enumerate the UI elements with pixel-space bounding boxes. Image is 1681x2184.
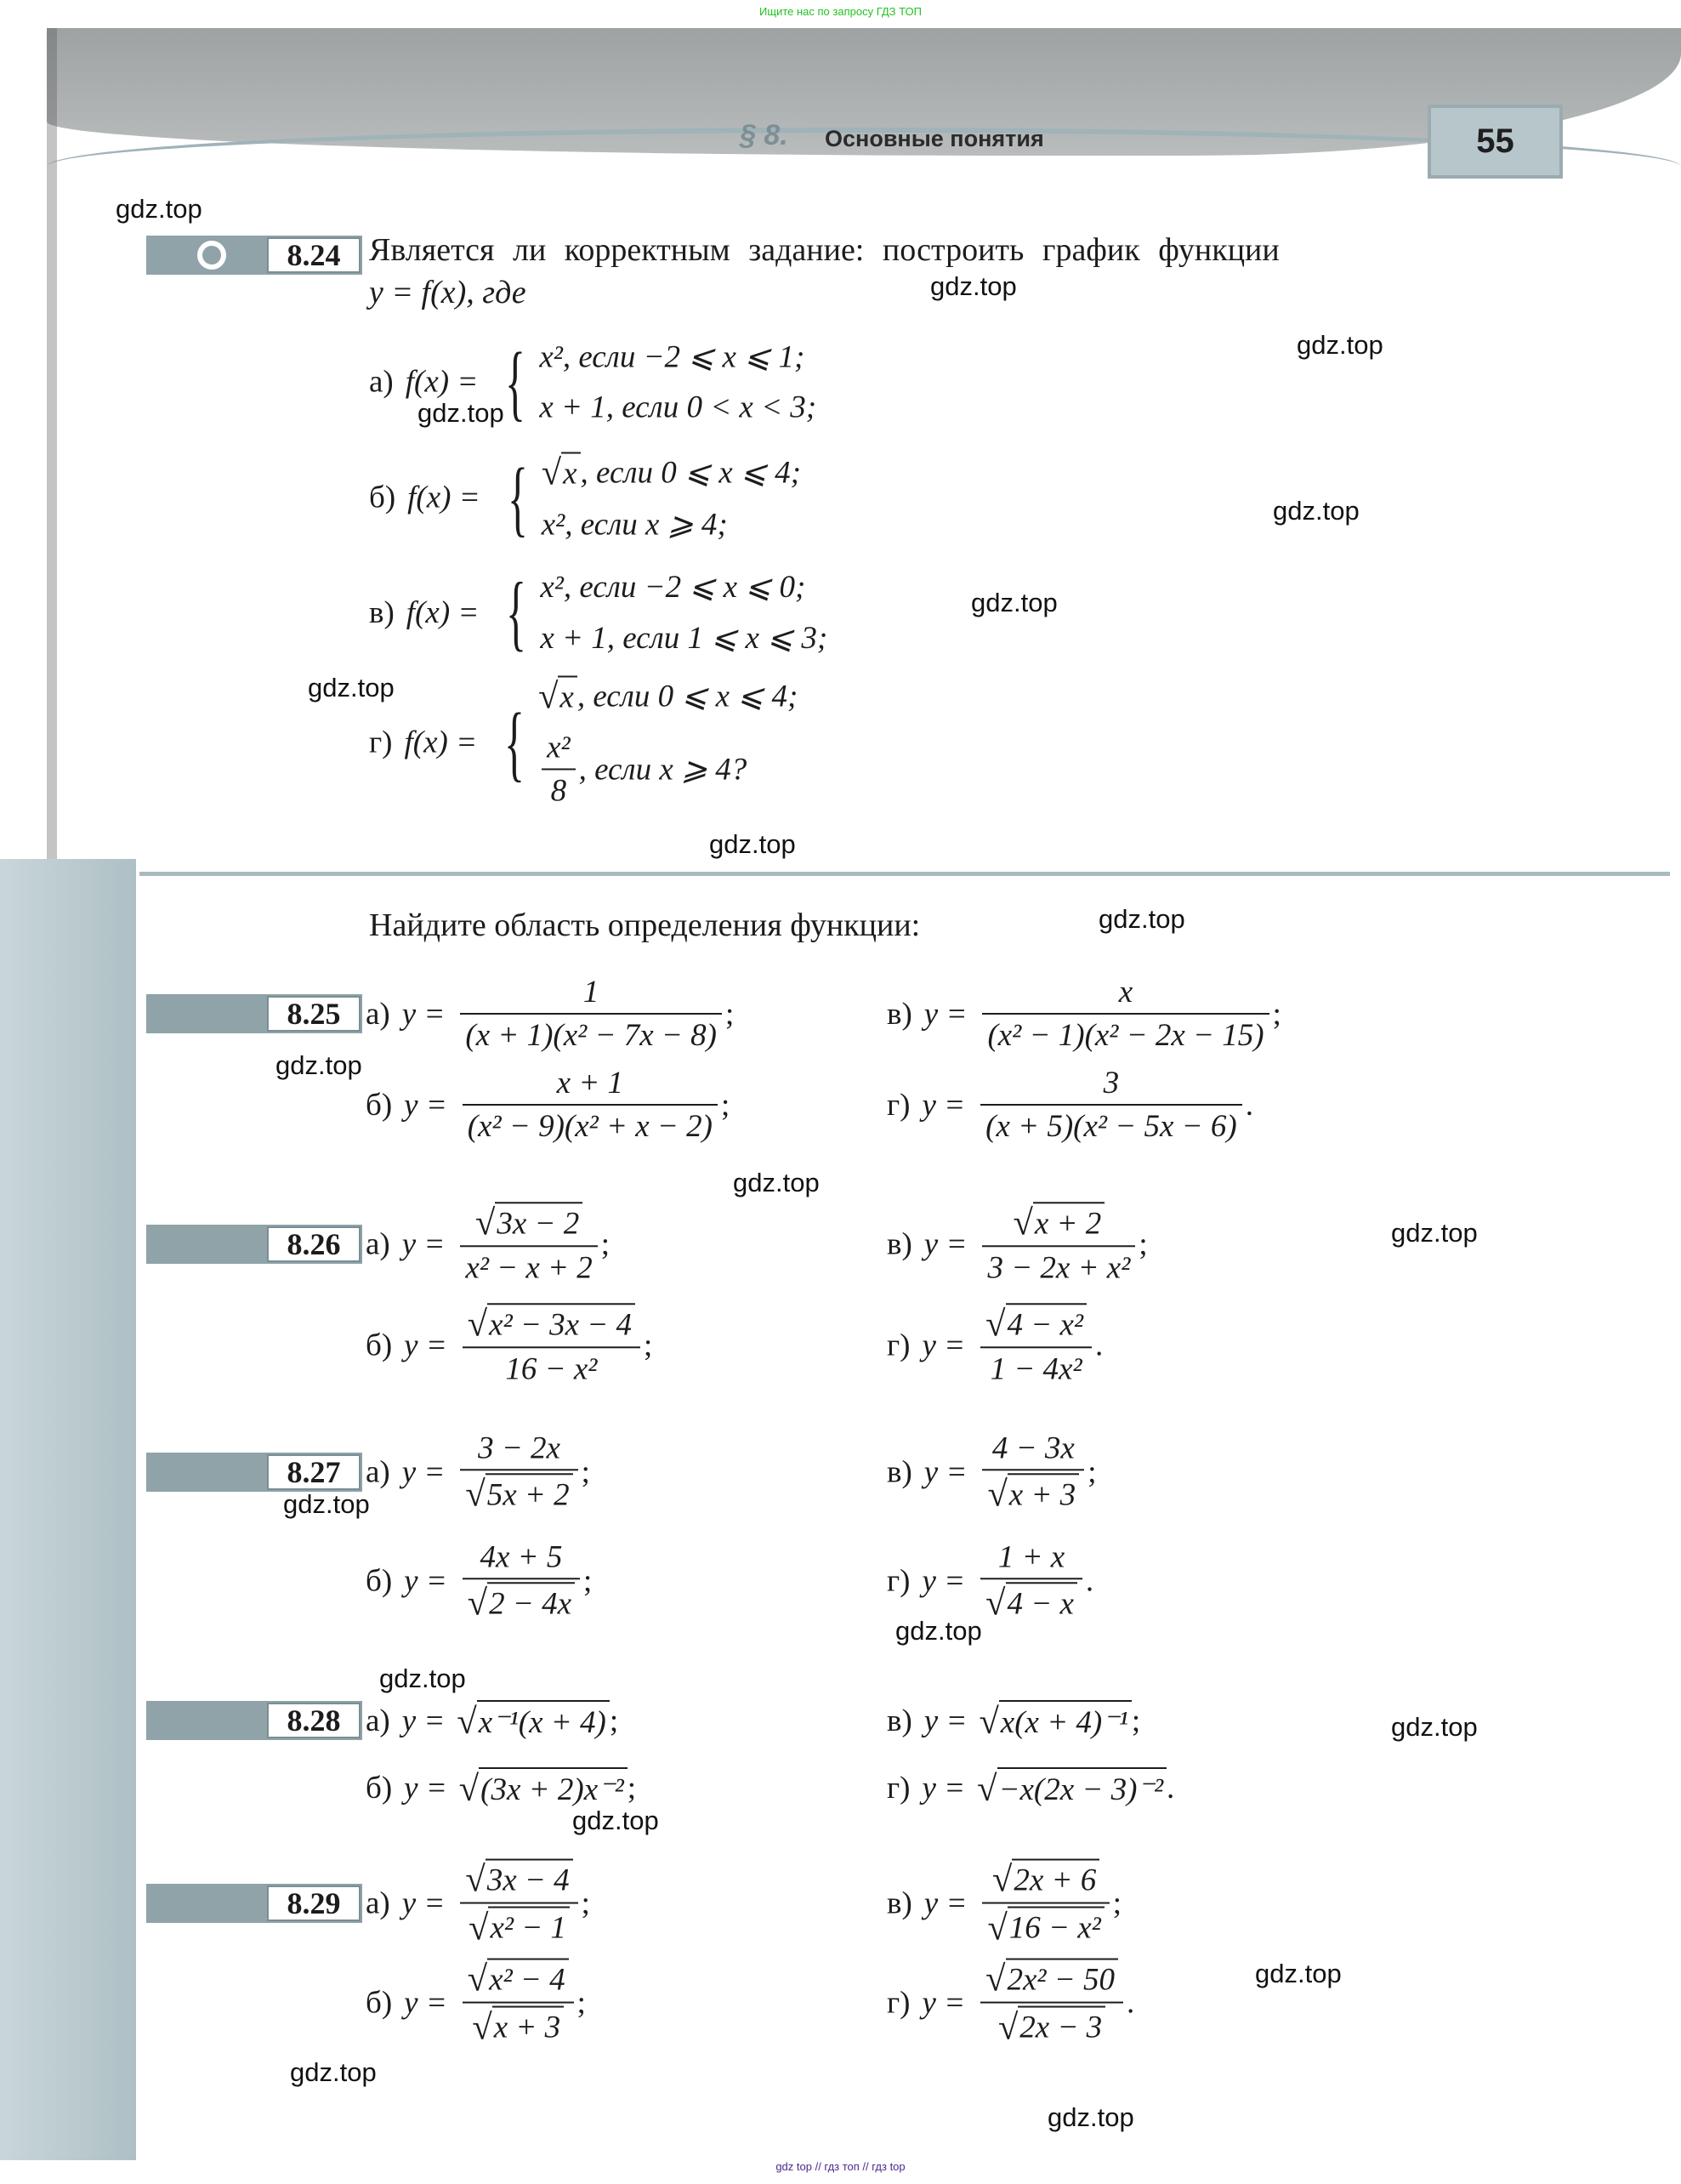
fraction-bar xyxy=(463,1347,640,1349)
function-lhs: f(x) = xyxy=(406,594,480,630)
item-label: в) xyxy=(887,996,912,1032)
function-lhs: y = xyxy=(922,1770,966,1806)
denominator: (x² − 9)(x² + x − 2) xyxy=(467,1109,713,1144)
square-root xyxy=(1014,1202,1105,1242)
punctuation: ; xyxy=(609,1703,619,1738)
watermark: gdz.top xyxy=(308,673,395,702)
square-root xyxy=(468,1582,575,1622)
radicand: x + 3 xyxy=(1008,1473,1079,1513)
numerator xyxy=(980,1959,1123,1999)
function-lhs: y = xyxy=(404,1985,447,2021)
radicand: 2x² − 50 xyxy=(1006,1959,1118,1999)
problem-badge-8-26 xyxy=(146,1225,362,1264)
piecewise-item xyxy=(369,565,828,659)
case-text: x², если −2 ⩽ x ⩽ 0; xyxy=(540,570,806,605)
left-brace-icon: { xyxy=(505,334,526,429)
problem-number: 8.25 xyxy=(267,996,361,1032)
formula-item xyxy=(887,1538,1093,1623)
square-root xyxy=(987,1473,1079,1513)
radical-sign-icon: √ xyxy=(987,1474,1008,1515)
radicand: x² − 1 xyxy=(488,1907,569,1947)
item-label: г) xyxy=(887,1985,911,2021)
formula-item xyxy=(366,1202,610,1286)
case-text: x², если x ⩾ 4; xyxy=(541,507,728,543)
radicand: 4 − x² xyxy=(1006,1303,1087,1343)
formula-item xyxy=(887,1859,1122,1948)
radical-sign-icon: √ xyxy=(472,2007,492,2048)
denominator: 3 − 2x + x² xyxy=(987,1250,1131,1286)
numerator xyxy=(463,1303,640,1344)
denominator xyxy=(982,1473,1084,1514)
section-number: § 8. xyxy=(740,119,788,151)
watermark: gdz.top xyxy=(1273,496,1360,526)
left-brace-icon: { xyxy=(506,565,527,659)
item-label: г) xyxy=(369,725,393,760)
problem-number: 8.26 xyxy=(267,1226,361,1262)
radical-sign-icon: √ xyxy=(997,2007,1019,2048)
punctuation: ; xyxy=(1088,1454,1097,1490)
problem-number: 8.29 xyxy=(267,1885,361,1921)
cases xyxy=(491,565,828,659)
radical-sign-icon: √ xyxy=(465,1474,486,1515)
formula-item xyxy=(887,1430,1096,1514)
formula-item xyxy=(366,1700,618,1741)
watermark: gdz.top xyxy=(1099,904,1185,934)
problem-text-2: y = f(x), где xyxy=(369,275,526,310)
denominator xyxy=(467,2006,569,2047)
punctuation: . xyxy=(1094,1328,1104,1363)
item-label: а) xyxy=(366,1703,390,1738)
formula-item xyxy=(366,1430,590,1514)
denominator xyxy=(463,1907,575,1948)
function-lhs: y = xyxy=(922,1328,966,1363)
denominator xyxy=(982,1907,1109,1948)
formula-item xyxy=(366,1303,652,1387)
search-notice: Ищите нас по запросу ГДЗ ТОП xyxy=(759,5,922,18)
item-label: б) xyxy=(366,1087,393,1123)
numerator xyxy=(463,1959,574,1999)
watermark: gdz.top xyxy=(733,1168,820,1197)
fraction-bar xyxy=(980,1578,1082,1579)
punctuation: ; xyxy=(1131,1703,1141,1738)
radicand: 5x + 2 xyxy=(486,1473,573,1513)
numerator: 1 xyxy=(582,975,599,1010)
case-line xyxy=(539,338,816,376)
fraction xyxy=(463,1959,574,2048)
case-lines xyxy=(538,676,798,810)
case-text: , если x ⩾ 4? xyxy=(578,752,747,788)
watermark: gdz.top xyxy=(290,2057,377,2087)
radicand: 4 − x xyxy=(1006,1582,1077,1622)
square-root xyxy=(985,1582,1077,1622)
case-lines xyxy=(539,338,816,426)
function-lhs: f(x) = xyxy=(404,725,478,760)
problem-number: 8.24 xyxy=(267,237,361,273)
radical-sign-icon: √ xyxy=(991,1860,1013,1900)
square-root xyxy=(538,676,577,716)
fraction-bar xyxy=(980,1104,1242,1106)
radicand: 16 − x² xyxy=(1008,1907,1105,1947)
numerator: 4x + 5 xyxy=(480,1539,563,1575)
case-line xyxy=(542,506,801,543)
item-label: а) xyxy=(366,1226,390,1262)
radicand: 3x − 4 xyxy=(486,1859,573,1899)
square-root xyxy=(985,1303,1087,1343)
denominator: (x² − 1)(x² − 2x − 15) xyxy=(987,1018,1264,1053)
fraction-bar xyxy=(460,1246,597,1248)
square-root xyxy=(465,1859,572,1899)
divider xyxy=(139,872,1670,876)
function-lhs: y = xyxy=(923,1226,968,1262)
radical-sign-icon: √ xyxy=(979,1702,999,1743)
case-line xyxy=(540,568,827,606)
problem-number: 8.28 xyxy=(267,1703,361,1738)
denominator: x² − x + 2 xyxy=(465,1250,593,1286)
fraction xyxy=(460,1202,597,1286)
fraction xyxy=(982,1202,1135,1286)
numerator: x + 1 xyxy=(556,1066,624,1101)
circle-marker-icon xyxy=(197,241,226,270)
item-label: б) xyxy=(369,480,396,515)
radical-sign-icon: √ xyxy=(985,1304,1006,1345)
square-root xyxy=(985,1959,1118,1999)
fraction-bar xyxy=(980,1347,1092,1349)
fraction-bar xyxy=(463,1578,580,1579)
radicand: 2x + 6 xyxy=(1012,1859,1099,1899)
item-label: а) xyxy=(366,996,390,1032)
numerator xyxy=(987,1859,1105,1900)
watermark: gdz.top xyxy=(709,829,796,859)
radicand: x xyxy=(561,452,580,492)
radicand: (3x + 2)x⁻² xyxy=(479,1767,628,1808)
radical-sign-icon: √ xyxy=(469,1908,489,1948)
function-lhs: y = xyxy=(404,1770,447,1806)
numerator xyxy=(980,1303,1092,1344)
case-line xyxy=(539,390,816,426)
radical-sign-icon: √ xyxy=(457,1702,477,1743)
radical-sign-icon: √ xyxy=(467,1959,488,1999)
item-label: в) xyxy=(887,1226,912,1262)
function-lhs: y = xyxy=(923,996,968,1032)
item-label: а) xyxy=(366,1454,390,1490)
formula-item xyxy=(366,1065,730,1145)
watermark: gdz.top xyxy=(572,1806,659,1835)
denominator: (x + 1)(x² − 7x − 8) xyxy=(465,1018,717,1053)
function-lhs: y = xyxy=(401,1454,446,1490)
numerator: x xyxy=(1118,975,1133,1010)
watermark: gdz.top xyxy=(275,1050,362,1080)
function-lhs: y = xyxy=(922,1985,966,2021)
denominator xyxy=(993,2006,1110,2047)
punctuation: ; xyxy=(576,1985,586,2021)
problem-badge-8-25 xyxy=(146,994,362,1033)
square-root xyxy=(457,1700,609,1741)
formula-item xyxy=(887,1202,1148,1286)
punctuation: ; xyxy=(627,1770,637,1806)
fraction-bar xyxy=(463,1104,718,1106)
margin-band xyxy=(0,859,136,2160)
function-lhs: f(x) = xyxy=(407,480,480,515)
function-lhs: y = xyxy=(401,996,446,1032)
function-lhs: y = xyxy=(922,1087,966,1123)
denominator: 1 − 4x² xyxy=(990,1351,1082,1387)
punctuation: ; xyxy=(1139,1226,1148,1262)
case-text: , если 0 ⩽ x ⩽ 4; xyxy=(580,455,802,490)
fraction-bar xyxy=(463,2002,574,2004)
fraction-bar xyxy=(982,1246,1135,1248)
case-line xyxy=(538,730,798,810)
item-label: а) xyxy=(366,1885,390,1921)
formula-item xyxy=(366,1538,592,1623)
radical-sign-icon: √ xyxy=(467,1304,488,1345)
watermark: gdz.top xyxy=(116,194,202,224)
fraction-bar xyxy=(982,1013,1269,1015)
watermark: gdz.top xyxy=(895,1616,982,1646)
radical-sign-icon: √ xyxy=(987,1908,1008,1948)
square-root xyxy=(542,452,581,492)
square-root xyxy=(468,1303,635,1343)
denominator xyxy=(463,1582,580,1623)
fraction xyxy=(542,730,576,810)
radicand: 3x − 2 xyxy=(495,1202,582,1242)
fraction xyxy=(463,1065,718,1145)
square-root xyxy=(469,1907,570,1947)
fraction xyxy=(980,1959,1123,2048)
square-root xyxy=(468,1959,569,1999)
item-label: б) xyxy=(366,1985,393,2021)
item-label: б) xyxy=(366,1563,393,1599)
problem-badge-8-29 xyxy=(146,1884,362,1923)
footer-text: gdz top // гдз топ // гдз top xyxy=(775,2160,906,2173)
watermark: gdz.top xyxy=(417,398,504,428)
function-lhs: y = xyxy=(404,1087,447,1123)
square-root xyxy=(475,1202,582,1242)
item-label: б) xyxy=(366,1328,393,1363)
item-label: г) xyxy=(887,1770,911,1806)
cases xyxy=(492,452,801,543)
item-label: г) xyxy=(887,1563,911,1599)
item-label: г) xyxy=(887,1328,911,1363)
watermark: gdz.top xyxy=(379,1664,466,1693)
fraction xyxy=(980,1303,1092,1387)
radical-sign-icon: √ xyxy=(538,676,559,717)
function-lhs: y = xyxy=(401,1703,446,1738)
denominator xyxy=(980,1582,1082,1623)
case-text: x², если −2 ⩽ x ⩽ 1; xyxy=(539,339,805,375)
punctuation: ; xyxy=(720,1087,730,1123)
case-line xyxy=(542,452,801,492)
fraction-bar xyxy=(542,769,576,771)
denominator: 8 xyxy=(550,773,567,809)
watermark: gdz.top xyxy=(1255,1959,1342,1988)
radical-sign-icon: √ xyxy=(467,1583,488,1624)
function-lhs: y = xyxy=(404,1328,447,1363)
formula-item xyxy=(887,1959,1134,2048)
watermark: gdz.top xyxy=(930,271,1017,301)
radical-sign-icon: √ xyxy=(977,1769,997,1810)
radicand: x⁻¹(x + 4) xyxy=(477,1700,610,1741)
function-lhs: f(x) = xyxy=(405,364,479,400)
instruction: Найдите область определения функции: xyxy=(369,907,921,943)
numerator: x² xyxy=(547,730,571,765)
radicand: 2 − 4x xyxy=(487,1582,575,1622)
function-lhs: y = xyxy=(923,1703,968,1738)
punctuation: ; xyxy=(581,1454,590,1490)
formula-item xyxy=(887,1767,1174,1808)
square-root xyxy=(472,2006,564,2046)
numerator: 4 − 3x xyxy=(991,1430,1075,1466)
punctuation: ; xyxy=(724,996,735,1032)
watermark: gdz.top xyxy=(1297,330,1383,360)
fraction xyxy=(982,1859,1109,1948)
punctuation: ; xyxy=(1112,1885,1122,1921)
punctuation: . xyxy=(1167,1770,1175,1806)
square-root xyxy=(977,1767,1167,1808)
numerator: 3 xyxy=(1103,1066,1120,1101)
punctuation: ; xyxy=(581,1885,590,1921)
numerator: 1 + x xyxy=(997,1539,1065,1575)
square-root xyxy=(992,1859,1099,1899)
problem-text: Является ли корректным задание: построить график функции xyxy=(369,232,1280,268)
fraction-bar xyxy=(460,1013,722,1015)
watermark: gdz.top xyxy=(1048,2102,1134,2132)
formula-item xyxy=(887,1303,1103,1387)
item-label: а) xyxy=(369,364,394,400)
radicand: x + 3 xyxy=(492,2006,564,2046)
fraction xyxy=(982,974,1269,1054)
left-brace-icon: { xyxy=(504,695,525,789)
punctuation: ; xyxy=(1272,996,1281,1032)
punctuation: . xyxy=(1085,1563,1094,1599)
square-root xyxy=(987,1907,1104,1947)
left-brace-icon: { xyxy=(507,450,528,544)
case-lines xyxy=(542,452,801,543)
denominator xyxy=(460,1473,577,1514)
radicand: x(x + 4)⁻¹ xyxy=(999,1700,1132,1741)
radical-sign-icon: √ xyxy=(541,452,562,493)
case-lines xyxy=(540,568,827,657)
formula-item xyxy=(887,974,1281,1054)
item-label: в) xyxy=(887,1885,912,1921)
radical-sign-icon: √ xyxy=(465,1860,486,1900)
fraction-bar xyxy=(460,1902,577,1904)
function-lhs: y = xyxy=(922,1563,966,1599)
punctuation: ; xyxy=(644,1328,653,1363)
watermark: gdz.top xyxy=(283,1489,370,1519)
radical-sign-icon: √ xyxy=(985,1959,1006,1999)
numerator xyxy=(470,1202,588,1243)
watermark: gdz.top xyxy=(1391,1712,1478,1742)
radicand: x² − 4 xyxy=(487,1959,568,1999)
punctuation: . xyxy=(1245,1087,1253,1123)
item-label: в) xyxy=(887,1454,912,1490)
numerator xyxy=(460,1859,577,1900)
function-lhs: y = xyxy=(401,1885,446,1921)
case-text: , если 0 ⩽ x ⩽ 4; xyxy=(576,679,798,714)
function-lhs: y = xyxy=(401,1226,446,1262)
fraction-bar xyxy=(460,1469,577,1470)
square-root xyxy=(459,1767,628,1808)
problem-badge-8-24 xyxy=(146,236,362,275)
fraction xyxy=(463,1303,640,1387)
formula-item xyxy=(887,1065,1253,1145)
punctuation: ; xyxy=(600,1226,610,1262)
item-label: г) xyxy=(887,1087,911,1123)
denominator: 16 − x² xyxy=(505,1351,598,1387)
formula-item xyxy=(887,1700,1140,1741)
fraction-bar xyxy=(980,2002,1123,2004)
fraction xyxy=(982,1430,1084,1514)
piecewise-item xyxy=(369,452,801,543)
function-lhs: y = xyxy=(923,1454,968,1490)
punctuation: ; xyxy=(583,1563,593,1599)
fraction-bar xyxy=(982,1469,1084,1470)
numerator: 3 − 2x xyxy=(478,1430,560,1466)
radicand: −x(2x − 3)⁻² xyxy=(997,1767,1167,1808)
fraction xyxy=(980,1538,1082,1623)
fraction xyxy=(463,1538,580,1623)
problem-badge-8-27 xyxy=(146,1453,362,1492)
function-lhs: y = xyxy=(923,1885,968,1921)
denominator: (x + 5)(x² − 5x − 6) xyxy=(985,1109,1237,1144)
formula-item xyxy=(366,1767,636,1808)
piecewise-item xyxy=(369,676,798,810)
fraction xyxy=(460,974,722,1054)
item-label: в) xyxy=(887,1703,912,1738)
page-number: 55 xyxy=(1428,105,1563,179)
radicand: x + 2 xyxy=(1033,1202,1105,1242)
cases xyxy=(489,676,798,810)
item-label: в) xyxy=(369,594,395,630)
problem-number: 8.27 xyxy=(267,1454,361,1490)
radical-sign-icon: √ xyxy=(458,1769,480,1810)
square-root xyxy=(979,1700,1131,1741)
function-lhs: y = xyxy=(404,1563,447,1599)
square-root xyxy=(465,1473,572,1513)
fraction xyxy=(460,1859,577,1948)
square-root xyxy=(998,2006,1105,2046)
radicand: 2x − 3 xyxy=(1018,2006,1105,2046)
case-line xyxy=(538,676,798,716)
section-title: Основные понятия xyxy=(825,126,1044,151)
numerator xyxy=(1008,1202,1110,1243)
formula-item xyxy=(366,974,734,1054)
cases xyxy=(490,334,817,429)
watermark: gdz.top xyxy=(1391,1218,1478,1248)
formula-item xyxy=(366,1959,586,2048)
radical-sign-icon: √ xyxy=(1013,1203,1033,1243)
fraction xyxy=(460,1430,577,1514)
radical-sign-icon: √ xyxy=(985,1583,1006,1624)
item-label: б) xyxy=(366,1770,393,1806)
punctuation: . xyxy=(1126,1985,1135,2021)
fraction xyxy=(980,1065,1242,1145)
radical-sign-icon: √ xyxy=(474,1203,496,1243)
case-text: x + 1, если 1 ⩽ x ⩽ 3; xyxy=(540,621,828,656)
formula-item xyxy=(366,1859,590,1948)
radicand: x xyxy=(558,676,576,716)
radicand: x² − 3x − 4 xyxy=(487,1303,635,1343)
case-text: x + 1, если 0 < x < 3; xyxy=(539,390,817,425)
case-line xyxy=(540,619,827,657)
watermark: gdz.top xyxy=(971,588,1058,617)
problem-badge-8-28 xyxy=(146,1701,362,1740)
fraction-bar xyxy=(982,1902,1109,1904)
